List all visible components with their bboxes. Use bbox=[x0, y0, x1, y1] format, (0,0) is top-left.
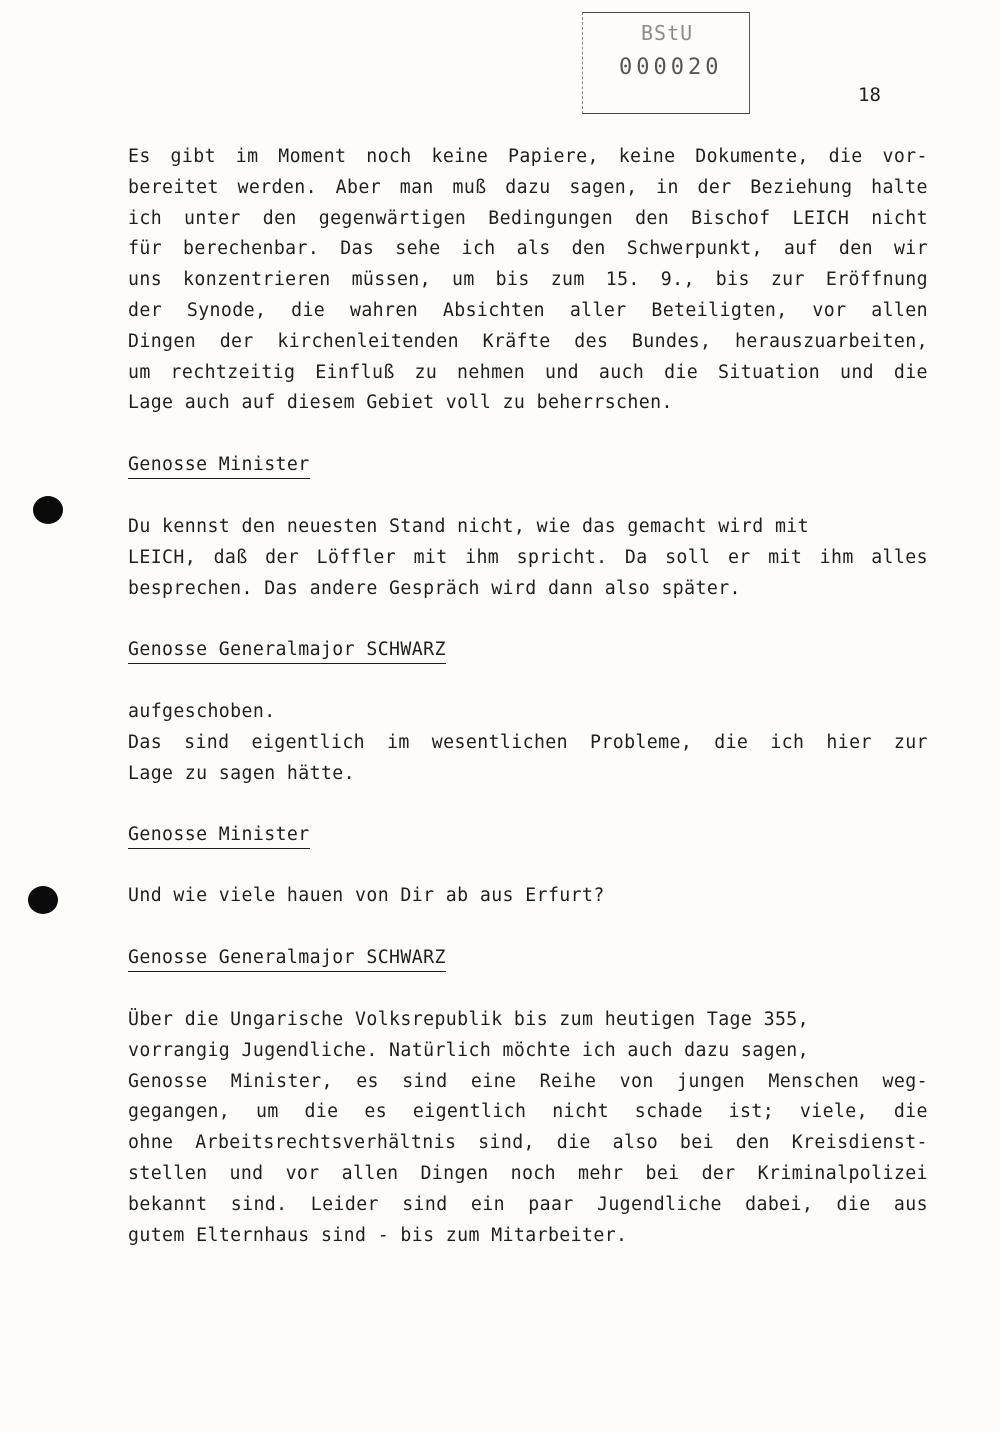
paragraph-line: gutem Elternhaus sind - bis zum Mitarbeiter. bbox=[128, 1224, 628, 1246]
paragraph-line: ohne Arbeitsrechtsverhältnis sind, die also bei den Kreisdienst- bbox=[128, 1132, 928, 1154]
paragraph-line: uns konzentrieren müssen, um bis zum 15. 9., bis zur Eröffnung bbox=[128, 269, 928, 291]
paragraph-line: der Synode, die wahren Absichten aller Beteiligten, vor allen bbox=[128, 299, 928, 321]
paragraph-1 bbox=[128, 142, 928, 419]
speaker-heading: Genosse Generalmajor SCHWARZ bbox=[128, 946, 446, 972]
paragraph-line: für berechenbar. Das sehe ich als den Schwerpunkt, auf den wir bbox=[128, 238, 928, 260]
stamp-number: 000020 bbox=[619, 55, 723, 80]
paragraph-line: Lage auch auf diesem Gebiet voll zu beherrschen. bbox=[128, 392, 673, 414]
paragraph-line: gegangen, um die es eigentlich nicht schade ist; viele, die bbox=[128, 1101, 928, 1123]
paragraph-line: ich unter den gegenwärtigen Bedingungen den Bischof LEICH nicht bbox=[128, 207, 928, 229]
paragraph-line: vorrangig Jugendliche. Natürlich möchte ich auch dazu sagen, bbox=[128, 1039, 809, 1061]
punch-hole-bottom bbox=[28, 886, 58, 914]
paragraph-line: Es gibt im Moment noch keine Papiere, keine Dokumente, die vor- bbox=[128, 146, 928, 167]
paragraph-line: Über die Ungarische Volksrepublik bis zum heutigen Tage 355, bbox=[128, 1009, 809, 1030]
paragraph-line: Lage zu sagen hätte. bbox=[128, 762, 355, 784]
paragraph-line: Dingen der kirchenleitenden Kräfte des Bundes, herauszuarbeiten, bbox=[128, 330, 928, 352]
speaker-heading: Genosse Minister bbox=[128, 823, 310, 849]
paragraph-line: Und wie viele hauen von Dir ab aus Erfurt? bbox=[128, 885, 605, 906]
paragraph-2 bbox=[128, 512, 928, 604]
paragraph-line: bekannt sind. Leider sind ein paar Jugendliche dabei, die aus bbox=[128, 1193, 928, 1215]
paragraph-4 bbox=[128, 881, 928, 912]
paragraph-5 bbox=[128, 1005, 928, 1251]
paragraph-line: besprechen. Das andere Gespräch wird dann also später. bbox=[128, 577, 741, 599]
paragraph-line: bereitet werden. Aber man muß dazu sagen, in der Beziehung halte bbox=[128, 176, 928, 198]
paragraph-line: stellen und vor allen Dingen noch mehr bei der Kriminalpolizei bbox=[128, 1162, 928, 1184]
speaker-heading: Genosse Minister bbox=[128, 453, 310, 479]
paragraph-line: LEICH, daß der Löffler mit ihm spricht. Da soll er mit ihm alles bbox=[128, 546, 928, 568]
archive-stamp bbox=[582, 12, 750, 114]
paragraph-line: aufgeschoben. bbox=[128, 701, 276, 722]
paragraph-line: Das sind eigentlich im wesentlichen Probleme, die ich hier zur bbox=[128, 731, 928, 753]
paragraph-line: um rechtzeitig Einfluß zu nehmen und auch die Situation und die bbox=[128, 361, 928, 383]
paragraph-3 bbox=[128, 697, 928, 789]
page-number: 18 bbox=[858, 84, 881, 106]
speaker-heading: Genosse Generalmajor SCHWARZ bbox=[128, 638, 446, 664]
punch-hole-top bbox=[33, 496, 63, 524]
paragraph-line: Genosse Minister, es sind eine Reihe von jungen Menschen weg- bbox=[128, 1070, 928, 1092]
paragraph-line: Du kennst den neuesten Stand nicht, wie das gemacht wird mit bbox=[128, 516, 809, 537]
stamp-label: BStU bbox=[641, 21, 694, 45]
